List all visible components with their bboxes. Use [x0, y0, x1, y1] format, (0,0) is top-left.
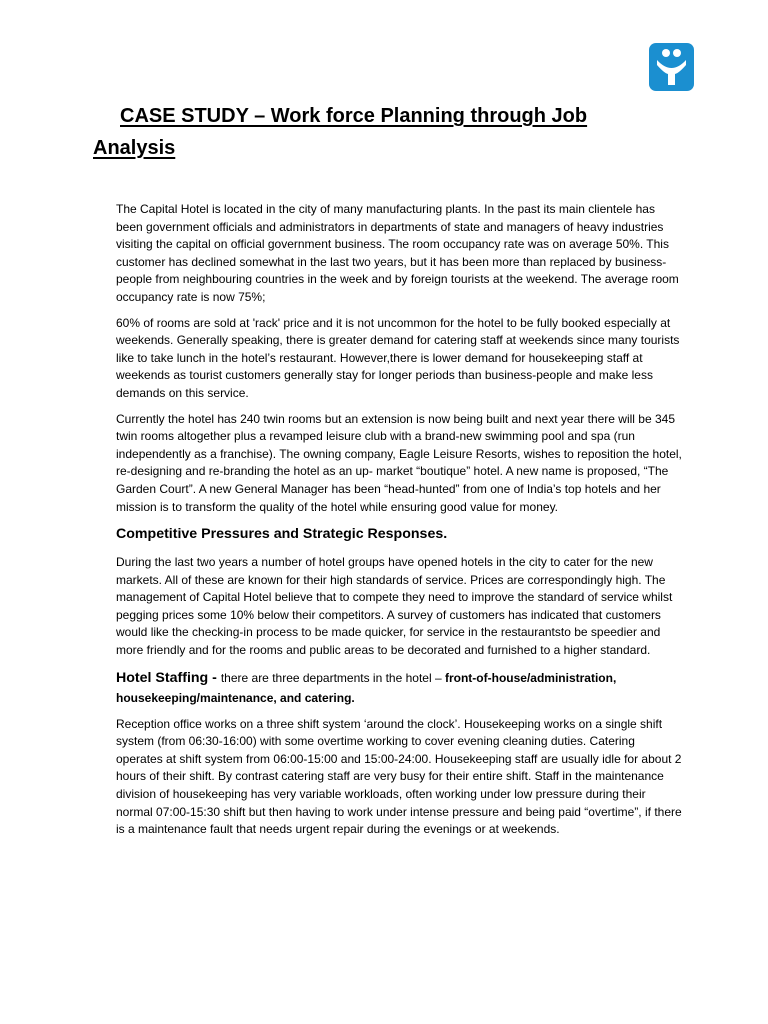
person-logo-icon: [649, 43, 694, 91]
staffing-lead: Hotel Staffing -: [116, 669, 221, 686]
page-title: [93, 100, 653, 164]
paragraph-expansion: Currently the hotel has 240 twin rooms but an extension is now being built and next year there will be 345 twin rooms altogether plus a revamped leisure club with a brand-new swimming pool and spa (run independently as a franchise). The owning company, Eagle Leisure Resorts, wishes to reposition the hotel, re-designing and re-branding the hotel as an up- market “boutique” hotel. A new name is proposed, “The Garden Court”. A new General Manager has been “head-hunted” from one of India’s top hotels and her mission is to transform the quality of the hotel while ensuring good value for money.: [116, 411, 682, 514]
document-body: [116, 201, 682, 847]
title-line-1: CASE STUDY – Work force Planning through Job: [120, 105, 588, 127]
paragraph-rooms-demand: 60% of rooms are sold at 'rack' price and it is not uncommon for the hotel to be fully booked especially at weekends. Generally speaking, there is greater demand for catering staff at weekends since many tourists like to take lunch in the hotel’s restaurant. However,there is lower demand for housekeeping staff at weekends as tourist customers generally stay for longer periods than business-people and make less demands on this service.: [116, 315, 680, 400]
staffing-departments: front-of-house/administration, housekeeping/maintenance, and catering.: [116, 670, 617, 705]
title-line-2: Analysis: [93, 137, 176, 159]
paragraph-shifts: Reception office works on a three shift system ‘around the clock’. Housekeeping works on a single shift system (from 06:30-16:00) with some overtime working to cover evening cleaning duties. Catering operates at shift system from 06:00-15:00 and 15:00-24:00. Housekeeping staff are usually idle for about 2 hours of their shift. By contrast catering staff are very busy for their entire shift. Staff in the maintenance division of housekeeping has very variable workloads, often working under low pressure during their normal 07:00-15:30 shift but then having to work under intense pressure and being paid “overtime”, if there is a maintenance fault that needs urgent repair during the evenings or at weekends.: [116, 716, 682, 837]
section-heading: Competitive Pressures and Strategic Responses.: [116, 526, 448, 543]
paragraph-competition: During the last two years a number of hotel groups have opened hotels in the city to cater for the new markets. All of these are known for their high standards of service. Prices are correspondingly high. The management of Capital Hotel believe that to compete they need to improve the standard of service whilst pegging prices some 10% below their competitors. A survey of customers has indicated that customers would like the checking-in process to be made quicker, for service in the restaurantsto be speedier and more friendly and for the rooms and public areas to be decorated and furnished to a higher standard.: [116, 555, 673, 658]
paragraph-intro: The Capital Hotel is located in the city of many manufacturing plants. In the past its main clientele has been government officials and administrators in departments of state and managers of heavy industries visiting the capital on official government business. The room occupancy rate was on average 50%. This customer has declined somewhat in the last two years, but it has been more than replaced by business-people from neighbouring countries in the week and by foreign tourists at the weekend. The average room occupancy rate is now 75%;: [116, 202, 679, 304]
staffing-text: there are three departments in the hotel –: [220, 670, 445, 685]
paragraph-staffing: [116, 668, 682, 708]
